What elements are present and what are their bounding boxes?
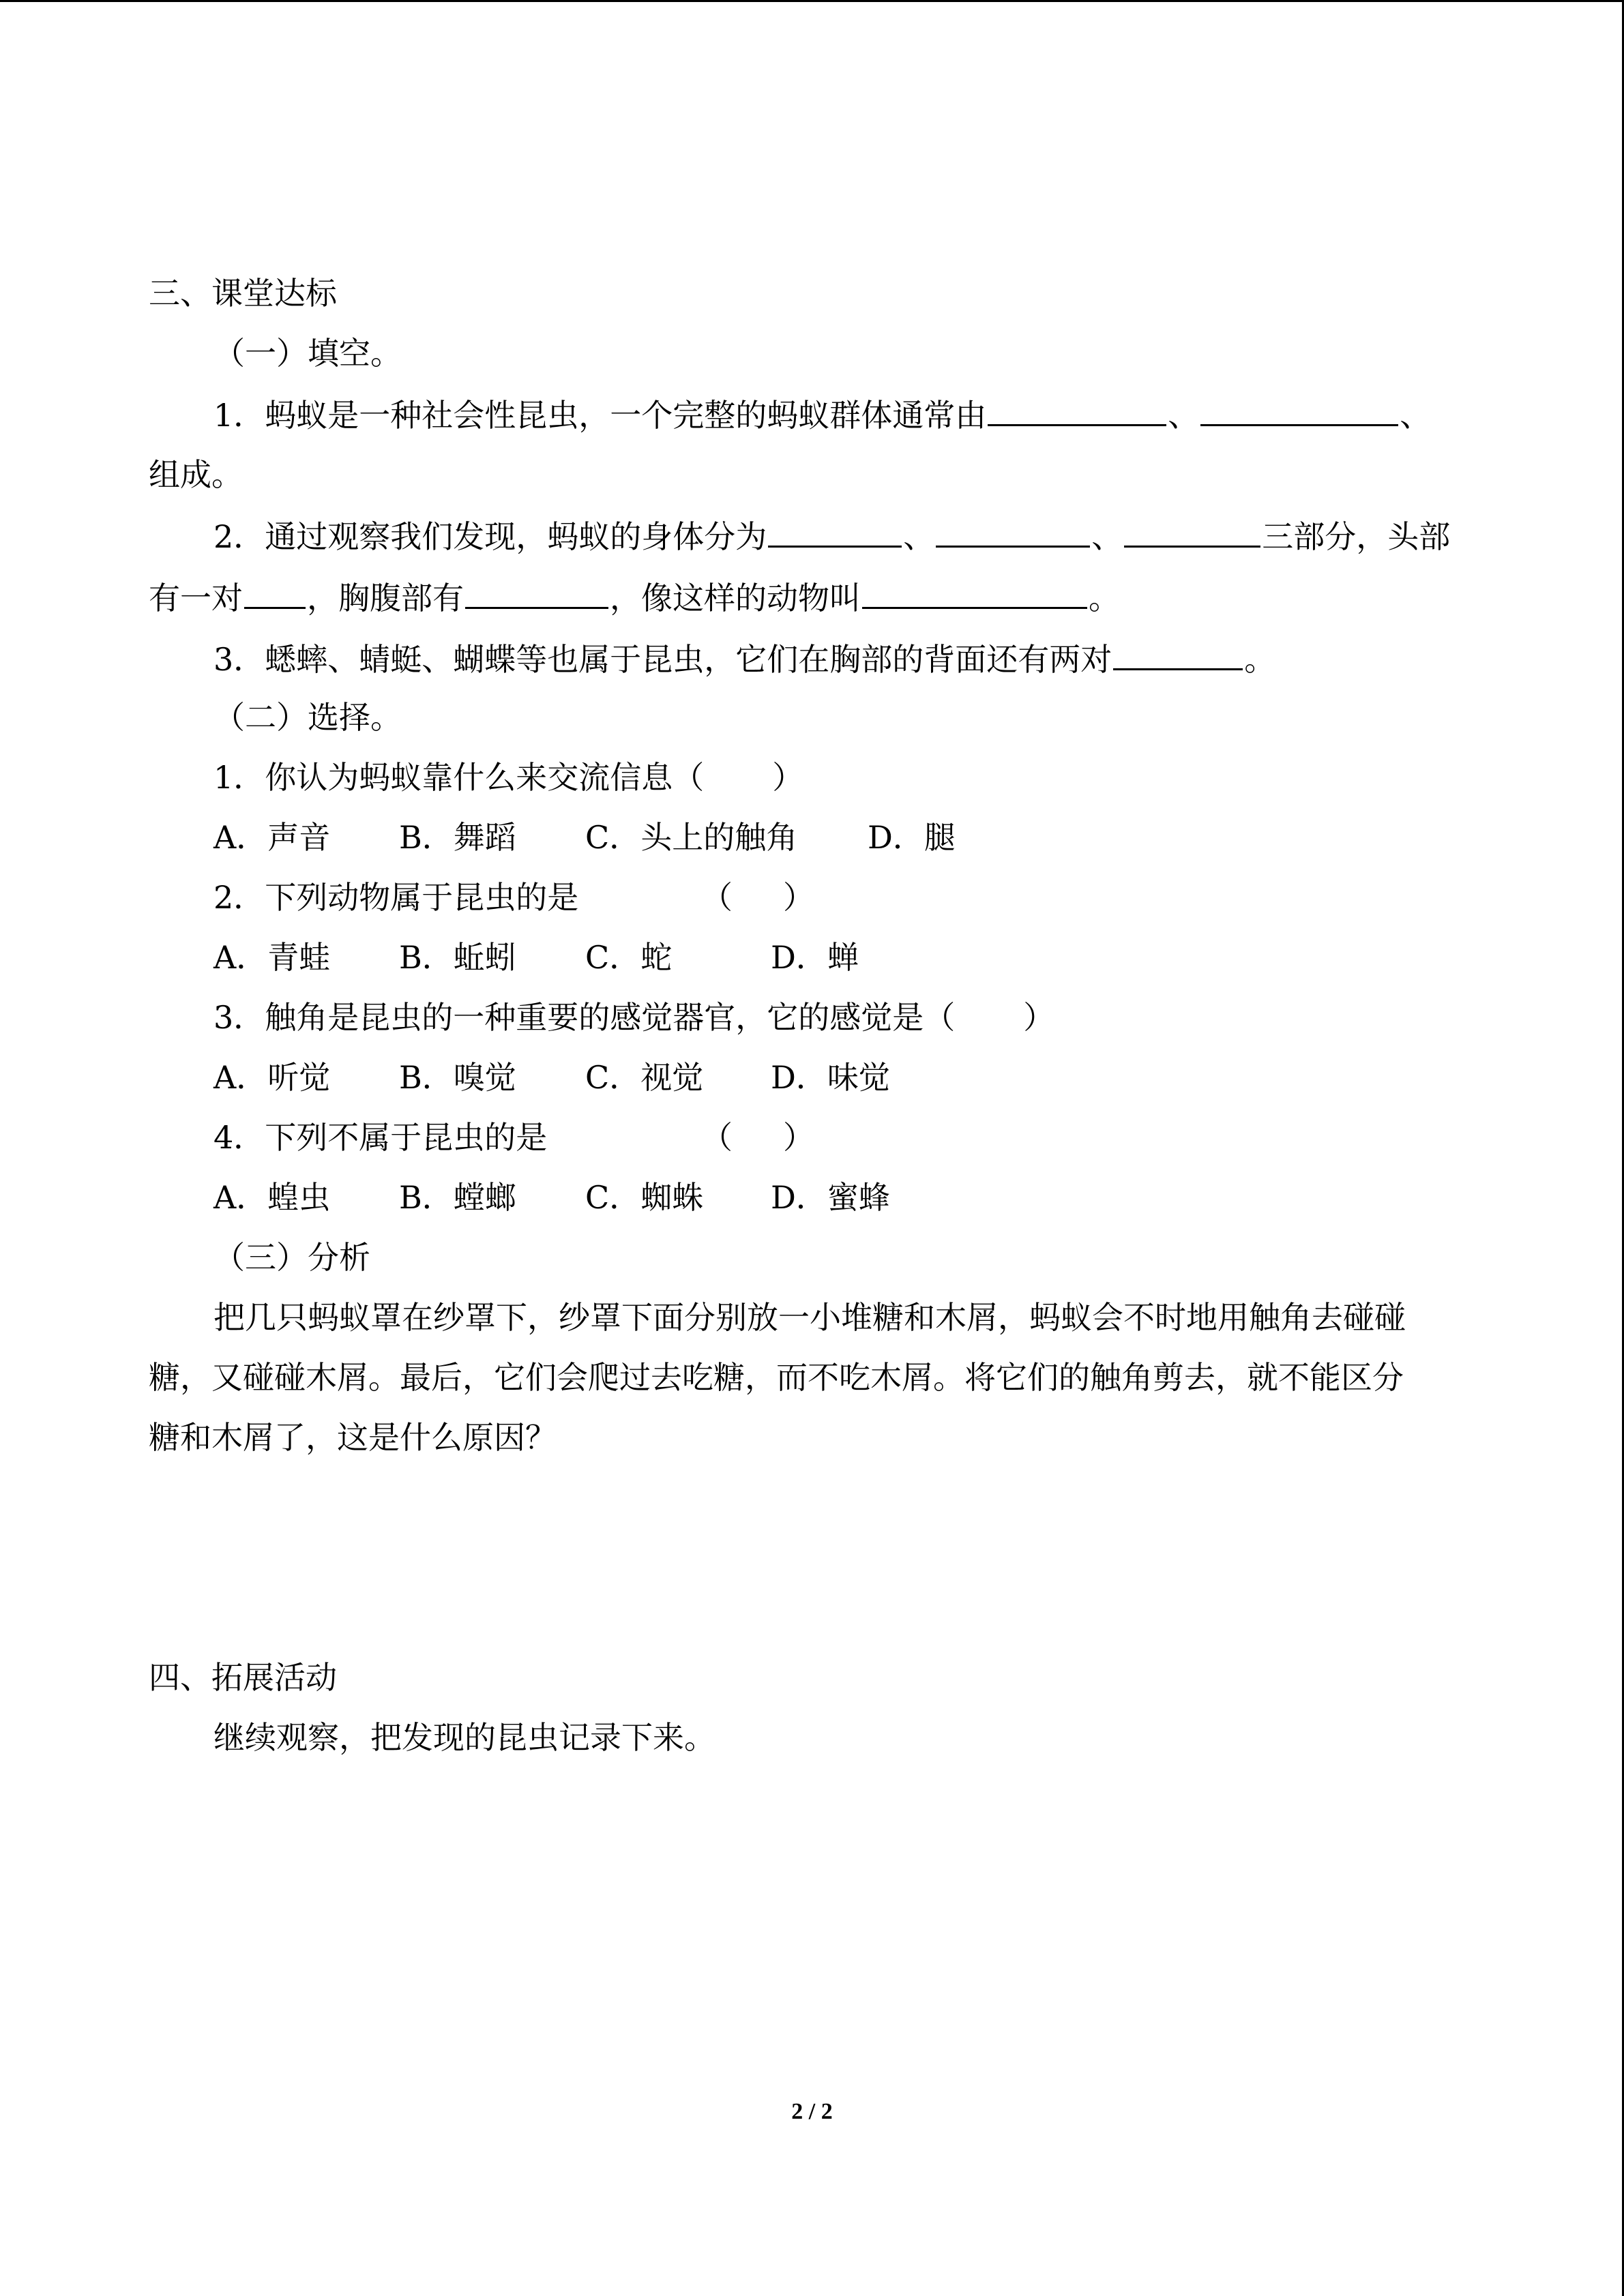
paren-close: ） xyxy=(783,879,814,916)
choice-q2-paren xyxy=(0,877,1624,918)
choice-q3-options xyxy=(0,1057,1624,1098)
fill-question-1 xyxy=(0,394,1624,436)
fill-question-2-cont xyxy=(0,577,1624,618)
separator: 、 xyxy=(1168,397,1200,434)
separator: 、 xyxy=(903,518,935,555)
analysis-paragraph-line-2: 糖，又碰碰木屑。最后，它们会爬过去吃糖，而不吃木屑。将它们的触角剪去，就不能区分 xyxy=(149,1359,1404,1396)
option-c[interactable]: C．视觉 xyxy=(585,1059,704,1096)
section3-heading: 三、课堂达标 xyxy=(149,275,337,312)
fill-q2-blank-5[interactable] xyxy=(465,577,608,609)
option-d[interactable]: D．腿 xyxy=(868,819,956,856)
option-d[interactable]: D．蜜蜂 xyxy=(771,1179,890,1216)
fill-q1-blank-1[interactable] xyxy=(988,394,1166,426)
fill-q2-blank-3[interactable] xyxy=(1124,516,1260,548)
section4-text: 继续观察，把发现的昆虫记录下来。 xyxy=(213,1719,715,1756)
fill-question-2 xyxy=(0,516,1624,557)
paren-close: ） xyxy=(783,1119,814,1156)
fill-q2-blank-6[interactable] xyxy=(862,577,1087,609)
fill-q2-blank-2[interactable] xyxy=(936,516,1090,548)
choice-q4-paren xyxy=(0,1117,1624,1158)
option-c[interactable]: C．头上的触角 xyxy=(585,819,798,856)
fill-q2-text-4: ，胸腹部有 xyxy=(307,580,464,616)
paren-open: （ xyxy=(701,879,733,916)
fill-question-3 xyxy=(0,638,1624,680)
fill-q1-text: 1．蚂蚁是一种社会性昆虫，一个完整的蚂蚁群体通常由 xyxy=(213,397,987,434)
fill-q3-text-2: 。 xyxy=(1244,641,1276,678)
option-b[interactable]: B．蚯蚓 xyxy=(399,939,516,976)
option-a[interactable]: A．听觉 xyxy=(213,1059,331,1096)
option-d[interactable]: D．味觉 xyxy=(771,1059,890,1096)
fill-q2-text: 2．通过观察我们发现，蚂蚁的身体分为 xyxy=(213,518,767,555)
choice-q2-options xyxy=(0,937,1624,978)
separator: 、 xyxy=(1091,518,1123,555)
choice-question-3 xyxy=(0,997,1624,1038)
analysis-paragraph-line-3: 糖和木屑了，这是什么原因？ xyxy=(149,1419,557,1456)
separator: 、 xyxy=(1400,397,1432,434)
choice-question-1 xyxy=(0,757,1624,798)
choice-q3-stem: 3．触角是昆虫的一种重要的感觉器官，它的感觉是（ xyxy=(213,999,956,1036)
fill-q3-text: 3．蟋蟀、蜻蜓、蝴蝶等也属于昆虫，它们在胸部的背面还有两对 xyxy=(213,641,1112,678)
page-top-border xyxy=(0,0,1624,2)
fill-q2-text-5: ，像这样的动物叫 xyxy=(610,580,861,616)
fill-question-1-cont: 组成。 xyxy=(149,456,243,493)
option-c[interactable]: C．蛇 xyxy=(585,939,673,976)
option-b[interactable]: B．嗅觉 xyxy=(399,1059,516,1096)
choice-q1-stem: 1．你认为蚂蚁靠什么来交流信息（ xyxy=(213,759,705,796)
analysis-label: （三）分析 xyxy=(213,1239,370,1276)
choice-label: （二）选择。 xyxy=(213,699,402,736)
paren-close: ） xyxy=(1023,999,1055,1036)
option-a[interactable]: A．声音 xyxy=(213,819,331,856)
fill-q2-blank-1[interactable] xyxy=(768,516,902,548)
option-b[interactable]: B．舞蹈 xyxy=(399,819,516,856)
option-b[interactable]: B．螳螂 xyxy=(399,1179,516,1216)
fill-label: （一）填空。 xyxy=(213,335,402,372)
fill-q3-blank-1[interactable] xyxy=(1113,638,1243,670)
paren-open: （ xyxy=(701,1119,733,1156)
paren-close: ） xyxy=(772,759,804,796)
fill-q1-blank-2[interactable] xyxy=(1200,394,1398,426)
choice-q4-options xyxy=(0,1177,1624,1218)
analysis-paragraph-line-1: 把几只蚂蚁罩在纱罩下，纱罩下面分别放一小堆糖和木屑，蚂蚁会不时地用触角去碰碰 xyxy=(213,1299,1406,1336)
option-c[interactable]: C．蜘蛛 xyxy=(585,1179,704,1216)
option-d[interactable]: D．蝉 xyxy=(771,939,859,976)
choice-q4-stem: 4．下列不属于昆虫的是 xyxy=(213,1119,548,1156)
fill-q2-text-3: 有一对 xyxy=(149,580,243,616)
fill-q2-blank-4[interactable] xyxy=(244,577,306,609)
fill-q2-text-2: 三部分，头部 xyxy=(1262,518,1451,555)
section4-heading: 四、拓展活动 xyxy=(149,1659,337,1696)
option-a[interactable]: A．蝗虫 xyxy=(213,1179,331,1216)
choice-q1-options xyxy=(0,817,1624,858)
option-a[interactable]: A．青蛙 xyxy=(213,939,331,976)
page-number: 2 / 2 xyxy=(791,2099,833,2124)
fill-q2-text-6: 。 xyxy=(1089,580,1120,616)
choice-q2-stem: 2．下列动物属于昆虫的是 xyxy=(213,879,579,916)
